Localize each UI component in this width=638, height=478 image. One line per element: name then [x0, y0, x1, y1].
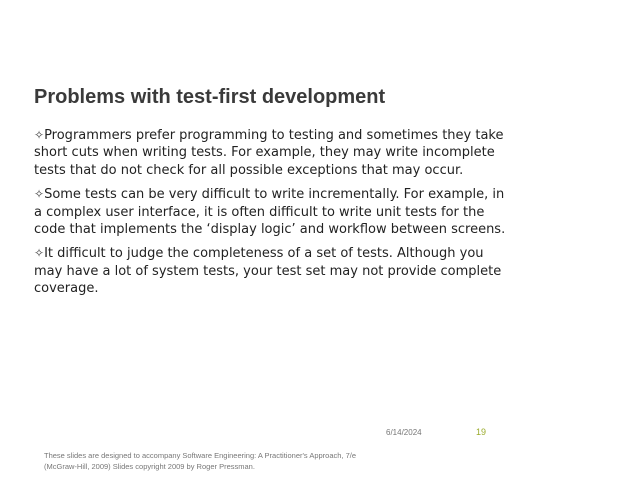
bullet-text: Programmers prefer programming to testing and sometimes they take short cuts when writing tests. For example, they may write incomplete tests that do not check for all possible exceptions that may occur.	[34, 128, 504, 178]
footer-date: 6/14/2024	[386, 428, 422, 437]
bullet-text: It difficult to judge the completeness of a set of tests. Although you may have a lot of system tests, your test set may not provide complete coverage.	[34, 246, 502, 297]
bullet-item	[34, 245, 514, 297]
page-number: 19	[476, 427, 487, 437]
bullet-text: Some tests can be very difficult to write incrementally. For example, in a complex user interface, it is often difficult to write unit tests for the code that implements the ‘display logic’ and workflow between screens.	[34, 187, 506, 238]
four-pointed-star-outline-icon: ✧	[34, 187, 45, 202]
bullet-item	[34, 186, 514, 238]
copyright-notice: These slides are designed to accompany Software Engineering: A Practitioner's Approach, 7/e (McGraw-Hill, 2009) Slides copyright 2009 by Roger Pressman.	[44, 451, 357, 471]
four-pointed-star-outline-icon: ✧	[34, 246, 45, 261]
bullet-item	[34, 127, 514, 179]
four-pointed-star-outline-icon: ✧	[34, 128, 45, 142]
bullet-list	[34, 127, 514, 305]
slide-title: Problems with test-first development	[34, 86, 386, 108]
